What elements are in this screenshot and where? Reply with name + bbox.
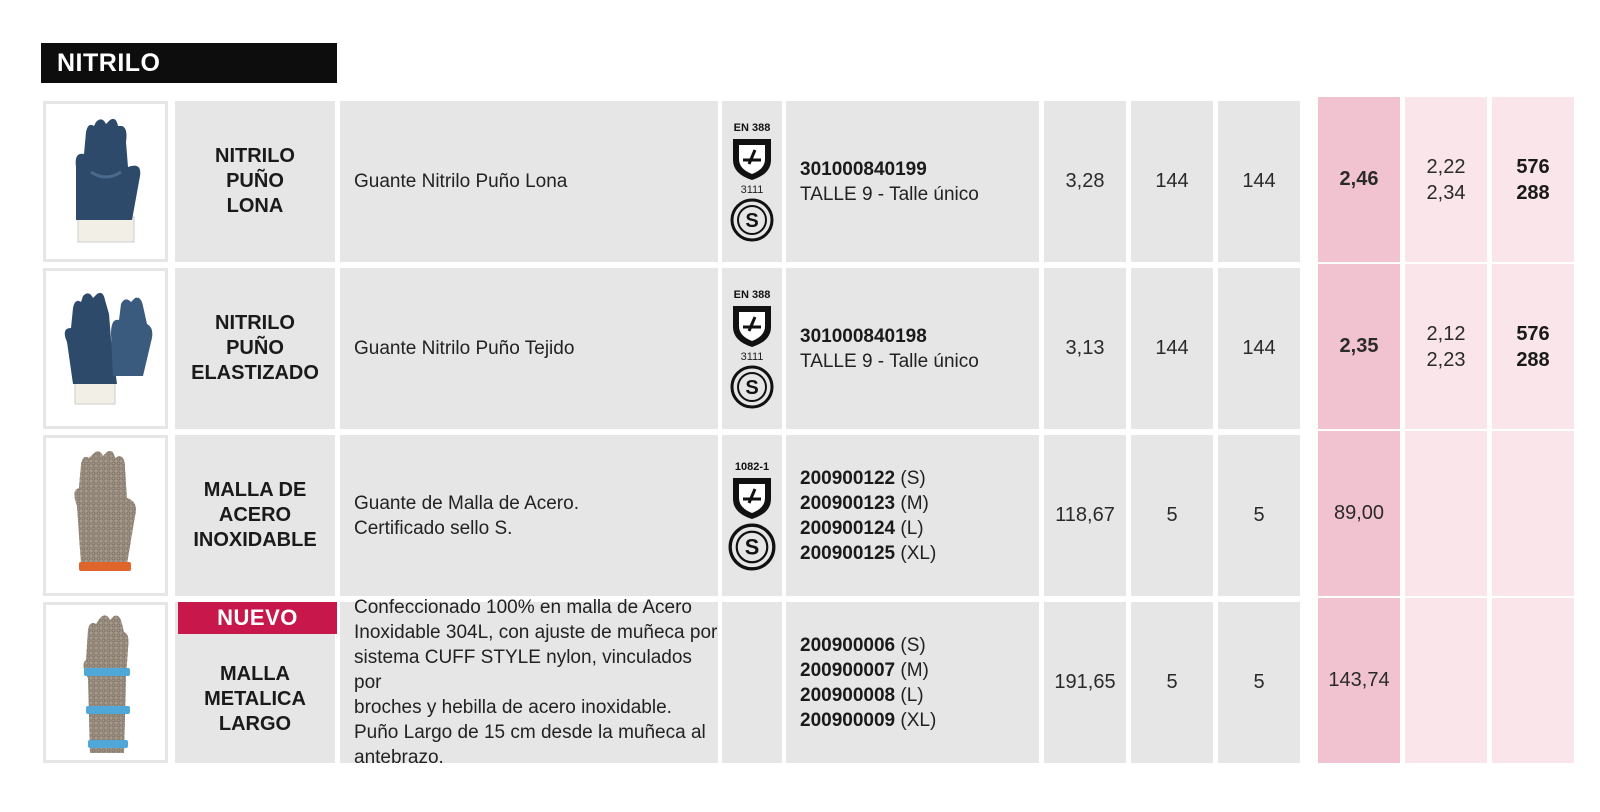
size-suffix: (XL): [895, 709, 937, 731]
svg-text:S: S: [745, 209, 759, 232]
tier-qty: 576: [1516, 322, 1550, 345]
product-code-line: [800, 683, 1039, 708]
product-name: NITRILO PUÑO LONA: [175, 101, 335, 262]
size-suffix: (XL): [895, 542, 937, 564]
highlight-price: 2,46: [1318, 97, 1400, 262]
shield-icon: [729, 475, 775, 521]
size-suffix: (M): [895, 492, 929, 514]
certification-badges: [722, 435, 782, 596]
product-code: 200900122: [800, 467, 896, 489]
product-name: MALLA METALICA LARGO: [175, 602, 335, 763]
product-codes: [786, 268, 1039, 429]
tier-prices-empty: [1405, 598, 1487, 763]
tier-prices-empty: [1405, 431, 1487, 596]
certification-empty: [722, 602, 782, 763]
product-image-malla-acero: [43, 435, 168, 596]
box-qty: 5: [1218, 435, 1300, 596]
unit-price: 191,65: [1044, 602, 1126, 763]
product-code-line: [800, 466, 1039, 491]
unit-price: 3,28: [1044, 101, 1126, 262]
product-code-line: [800, 708, 1039, 733]
mesh-glove-icon: [61, 446, 151, 586]
pack-qty: 5: [1131, 435, 1213, 596]
product-code: 301000840198: [800, 325, 927, 347]
tier-prices: [1405, 264, 1487, 429]
unit-price: 3,13: [1044, 268, 1126, 429]
product-description: Guante de Malla de Acero. Certificado sello S.: [340, 435, 718, 596]
tier-quantities-empty: [1492, 598, 1574, 763]
unit-price: 118,67: [1044, 435, 1126, 596]
mesh-glove-icon: [66, 608, 146, 758]
certification-badges: [722, 268, 782, 429]
pack-qty: 144: [1131, 268, 1213, 429]
product-image-nitrilo-puno-lona: [43, 101, 168, 262]
tier-qty: 288: [1516, 181, 1550, 204]
product-code: 200900007: [800, 659, 896, 681]
product-code-line: [800, 491, 1039, 516]
s-seal-icon: [728, 523, 776, 571]
box-qty: 144: [1218, 101, 1300, 262]
product-code: 200900008: [800, 684, 896, 706]
size-info: TALLE 9 - Talle único: [800, 350, 979, 372]
highlight-price: 2,35: [1318, 264, 1400, 429]
tier-price: 2,23: [1426, 348, 1466, 371]
product-code-line: [800, 541, 1039, 566]
shield-icon: [729, 136, 775, 182]
s-seal-icon: [730, 198, 774, 242]
size-suffix: (M): [895, 659, 929, 681]
glove-icon: [51, 284, 161, 414]
en-standard-label: 1082-1: [734, 460, 770, 473]
pack-qty: 144: [1131, 101, 1213, 262]
size-info: TALLE 9 - Talle único: [800, 183, 979, 205]
size-suffix: (S): [895, 467, 926, 489]
shield-icon: [729, 303, 775, 349]
en-standard-label: EN 388: [733, 288, 771, 301]
new-badge: NUEVO: [178, 602, 337, 634]
en-code: 3111: [740, 350, 764, 363]
product-code-line: [800, 633, 1039, 658]
size-suffix: (S): [895, 634, 926, 656]
pack-qty: 5: [1131, 602, 1213, 763]
product-code: 200900125: [800, 542, 896, 564]
svg-text:S: S: [744, 534, 760, 560]
tier-quantities-empty: [1492, 431, 1574, 596]
en-standard-label: EN 388: [733, 121, 771, 134]
product-codes: [786, 435, 1039, 596]
en-code: 3111: [740, 183, 764, 196]
product-code: 200900009: [800, 709, 896, 731]
svg-text:S: S: [745, 376, 759, 399]
box-qty: 5: [1218, 602, 1300, 763]
tier-price: 2,22: [1426, 155, 1466, 178]
product-code: 301000840199: [800, 158, 927, 180]
tier-quantities: [1492, 97, 1574, 262]
product-code-line: [800, 658, 1039, 683]
section-title: NITRILO: [41, 43, 337, 83]
product-code: 200900006: [800, 634, 896, 656]
product-description: Confeccionado 100% en malla de Acero Inoxidable 304L, con ajuste de muñeca por sistema CUFF STYLE nylon, vinculados por broches y hebilla de acero inoxidable. Puño Largo de 15 cm desde la muñeca al antebrazo.: [340, 602, 718, 763]
tier-quantities: [1492, 264, 1574, 429]
product-codes: [786, 101, 1039, 262]
product-name: NITRILO PUÑO ELASTIZADO: [175, 268, 335, 429]
highlight-price: 143,74: [1318, 598, 1400, 763]
product-code: 200900123: [800, 492, 896, 514]
certification-badges: [722, 101, 782, 262]
size-suffix: (L): [895, 517, 924, 539]
tier-qty: 288: [1516, 348, 1550, 371]
box-qty: 144: [1218, 268, 1300, 429]
product-name: MALLA DE ACERO INOXIDABLE: [175, 435, 335, 596]
product-description: Guante Nitrilo Puño Tejido: [340, 268, 718, 429]
product-code-line: [800, 516, 1039, 541]
product-codes: [786, 602, 1039, 763]
product-code: 200900124: [800, 517, 896, 539]
tier-prices: [1405, 97, 1487, 262]
product-image-nitrilo-puno-elastizado: [43, 268, 168, 429]
product-image-malla-metalica-largo: [43, 602, 168, 763]
tier-price: 2,34: [1426, 181, 1466, 204]
product-description: Guante Nitrilo Puño Lona: [340, 101, 718, 262]
size-suffix: (L): [895, 684, 924, 706]
glove-icon: [56, 112, 156, 252]
tier-price: 2,12: [1426, 322, 1466, 345]
s-seal-icon: [730, 365, 774, 409]
tier-qty: 576: [1516, 155, 1550, 178]
highlight-price: 89,00: [1318, 431, 1400, 596]
